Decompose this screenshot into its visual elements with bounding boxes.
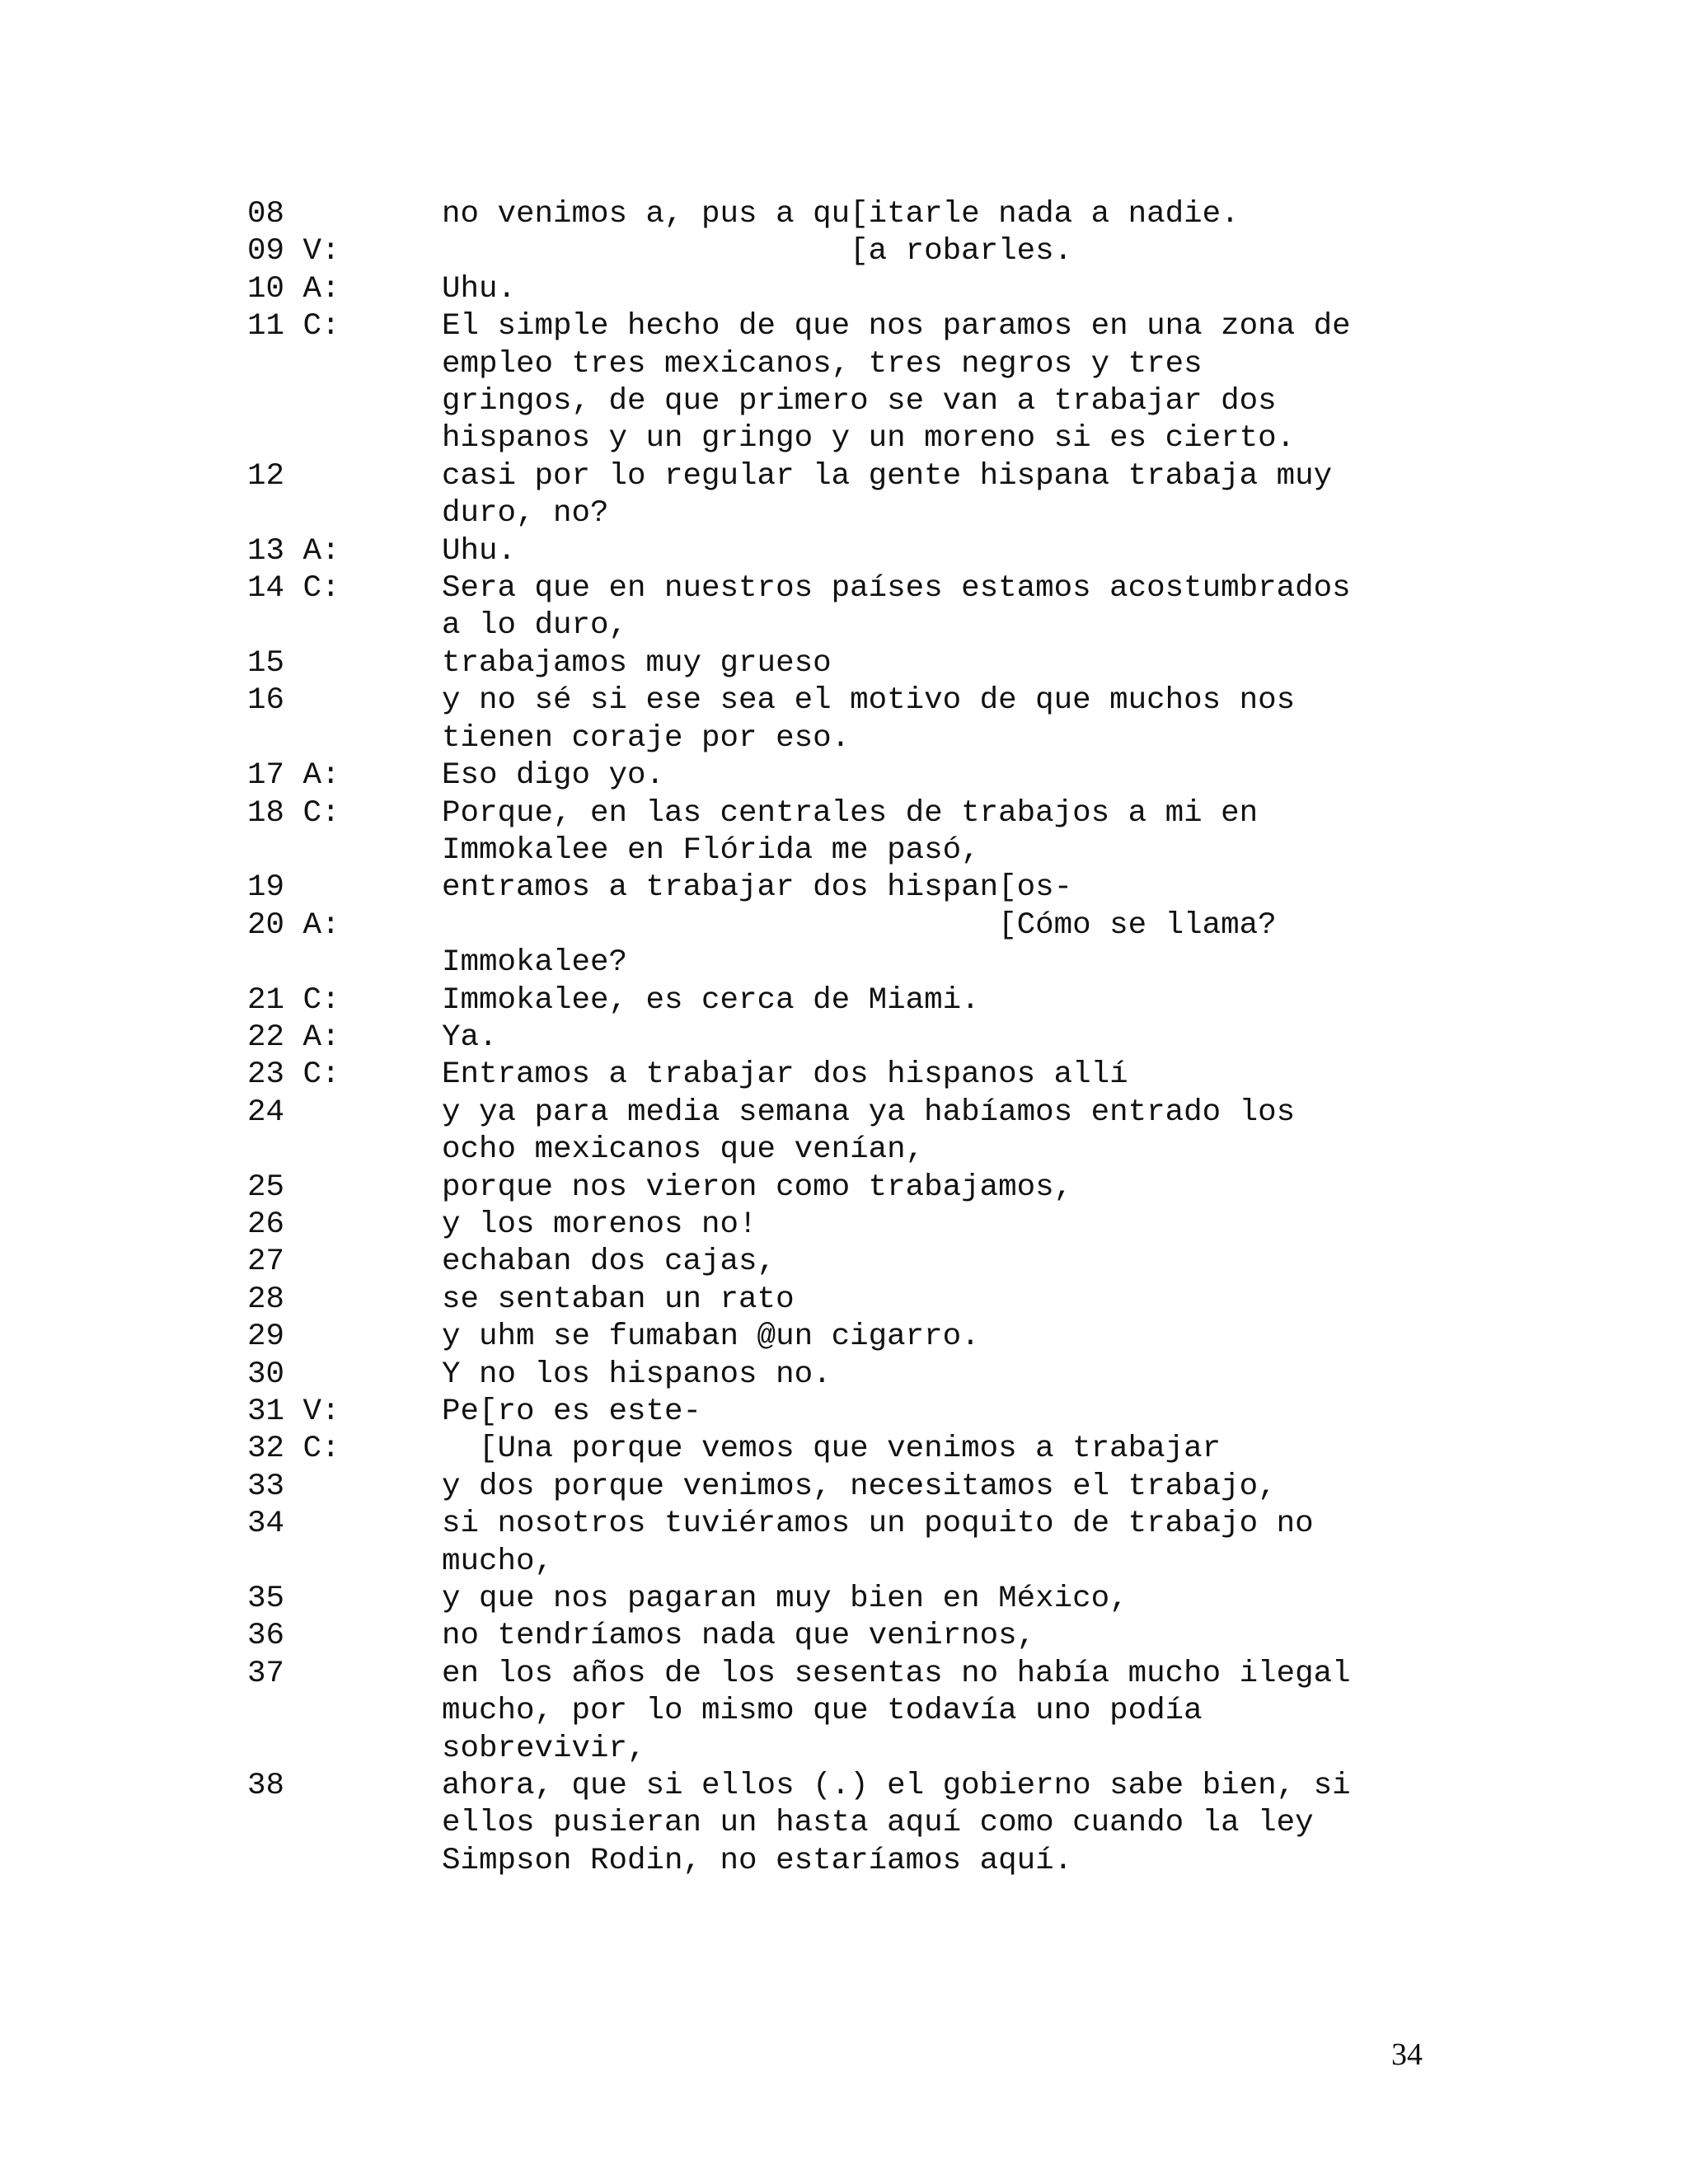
line-text: [a robarles. <box>442 234 1073 269</box>
transcript-line <box>247 570 1451 645</box>
line-label: 25 <box>247 1169 285 1205</box>
transcript-line <box>247 458 1451 533</box>
line-label: 30 <box>247 1357 285 1392</box>
line-text: Porque, en las centrales de trabajos a mi en Immokalee en Flórida me pasó, <box>442 795 1259 868</box>
page-number: 34 <box>1391 2037 1423 2072</box>
transcript-line <box>247 645 1451 682</box>
transcript-line <box>247 1207 1451 1244</box>
line-label: 22 A: <box>247 1019 340 1055</box>
line-label: 23 C: <box>247 1057 340 1093</box>
line-label: 37 <box>247 1656 285 1691</box>
line-label: 14 C: <box>247 571 340 607</box>
line-text: [Una porque vemos que venimos a trabajar <box>442 1432 1221 1467</box>
line-text: Uhu. <box>442 533 517 569</box>
line-label: 35 <box>247 1582 285 1617</box>
line-label: 19 <box>247 870 285 906</box>
line-text: entramos a trabajar dos hispan[os- <box>442 870 1073 906</box>
line-label: 32 C: <box>247 1432 340 1467</box>
transcript-line <box>247 1282 1451 1319</box>
line-text: El simple hecho de que nos paramos en una zona de empleo tres mexicanos, tres negros y tres gringos, de que primero se van a trabajar dos hispanos y un gringo y un moreno si es cierto. <box>442 309 1351 457</box>
line-text: y uhm se fumaban @un cigarro. <box>442 1319 980 1355</box>
line-text: trabajamos muy grueso <box>442 645 832 681</box>
line-text: Immokalee, es cerca de Miami. <box>442 982 980 1018</box>
transcript-line <box>247 1431 1451 1468</box>
transcript-line <box>247 1244 1451 1281</box>
line-text: casi por lo regular la gente hispana trabaja muy duro, no? <box>442 458 1333 532</box>
line-label: 11 C: <box>247 309 340 344</box>
transcript-line <box>247 795 1451 870</box>
transcript-line <box>247 1019 1451 1057</box>
transcript-line <box>247 1094 1451 1169</box>
transcript-line <box>247 196 1451 233</box>
transcript-line <box>247 869 1451 907</box>
line-text: Uhu. <box>442 271 517 307</box>
line-text: echaban dos cajas, <box>442 1244 776 1280</box>
transcript-line <box>247 1469 1451 1506</box>
transcript-line <box>247 1319 1451 1356</box>
line-text: en los años de los sesentas no había mucho ilegal mucho, por lo mismo que todavía uno podía sobrevivir, <box>442 1656 1351 1766</box>
line-label: 17 A: <box>247 758 340 794</box>
line-text: no tendríamos nada que venirnos, <box>442 1619 1036 1654</box>
transcript-line <box>247 271 1451 308</box>
transcript <box>247 196 1451 1880</box>
line-text: se sentaban un rato <box>442 1282 795 1317</box>
line-label: 36 <box>247 1619 285 1654</box>
transcript-line <box>247 1169 1451 1207</box>
transcript-line <box>247 682 1451 757</box>
line-text: no venimos a, pus a qu[itarle nada a nadie. <box>442 197 1240 232</box>
line-label: 21 C: <box>247 982 340 1018</box>
line-text: Eso digo yo. <box>442 758 665 794</box>
transcript-line <box>247 1357 1451 1394</box>
line-text: ahora, que si ellos (.) el gobierno sabe bien, si ellos pusieran un hasta aquí como cuando la ley Simpson Rodin, no estaríamos aquí. <box>442 1769 1351 1878</box>
line-label: 31 V: <box>247 1394 340 1429</box>
line-label: 18 C: <box>247 795 340 831</box>
line-label: 15 <box>247 645 285 681</box>
transcript-line <box>247 982 1451 1019</box>
transcript-line <box>247 1618 1451 1655</box>
transcript-line <box>247 533 1451 570</box>
line-label: 33 <box>247 1469 285 1504</box>
line-label: 38 <box>247 1769 285 1804</box>
transcript-line <box>247 308 1451 458</box>
line-label: 12 <box>247 458 285 494</box>
line-text: Ya. <box>442 1019 498 1055</box>
line-text: y que nos pagaran muy bien en México, <box>442 1582 1128 1617</box>
line-label: 29 <box>247 1319 285 1355</box>
line-label: 34 <box>247 1507 285 1542</box>
line-text: Sera que en nuestros países estamos acostumbrados a lo duro, <box>442 571 1351 644</box>
line-label: 10 A: <box>247 271 340 307</box>
line-text: Entramos a trabajar dos hispanos allí <box>442 1057 1128 1093</box>
line-label: 27 <box>247 1244 285 1280</box>
line-text: y dos porque venimos, necesitamos el trabajo, <box>442 1469 1277 1504</box>
line-text: porque nos vieron como trabajamos, <box>442 1169 1073 1205</box>
line-text: Pe[ro es este- <box>442 1394 702 1429</box>
line-text: y ya para media semana ya habíamos entrado los ocho mexicanos que venían, <box>442 1094 1296 1168</box>
line-text: y los morenos no! <box>442 1207 757 1242</box>
transcript-line <box>247 1581 1451 1618</box>
line-label: 13 A: <box>247 533 340 569</box>
transcript-line <box>247 1506 1451 1581</box>
transcript-line <box>247 233 1451 270</box>
line-label: 28 <box>247 1282 285 1317</box>
transcript-line <box>247 1656 1451 1768</box>
line-text: Y no los hispanos no. <box>442 1357 832 1392</box>
transcript-line <box>247 1394 1451 1431</box>
line-text: si nosotros tuviéramos un poquito de trabajo no mucho, <box>442 1507 1314 1579</box>
transcript-line <box>247 1057 1451 1094</box>
transcript-line <box>247 757 1451 794</box>
line-label: 16 <box>247 683 285 719</box>
line-text: [Cómo se llama? Immokalee? <box>442 907 1277 981</box>
line-text: y no sé si ese sea el motivo de que muchos nos tienen coraje por eso. <box>442 683 1296 756</box>
line-label: 08 <box>247 197 285 232</box>
line-label: 24 <box>247 1094 285 1130</box>
transcript-line <box>247 907 1451 982</box>
line-label: 09 V: <box>247 234 340 269</box>
line-label: 26 <box>247 1207 285 1242</box>
line-label: 20 A: <box>247 907 340 943</box>
transcript-line <box>247 1768 1451 1880</box>
